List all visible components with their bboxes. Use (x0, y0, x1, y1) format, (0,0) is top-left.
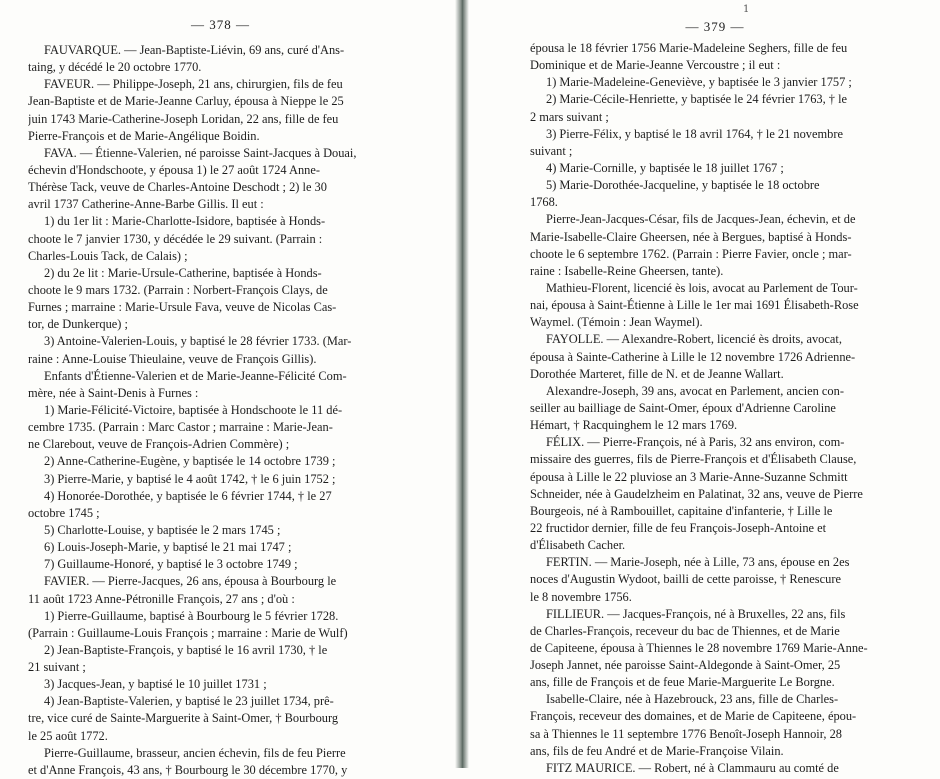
text-line: FITZ MAURICE. — Robert, né à Clammauru au comté de (546, 760, 839, 775)
text-line: 2 mars suivant ; (530, 109, 609, 124)
text-line: François, receveur des domaines, et de Marie de Capiteene, épou- (530, 709, 857, 724)
text-line: suivant ; (530, 143, 573, 158)
text-line: Charles-Louis Tack, de Calais) ; (28, 248, 188, 263)
text-line: Thérèse Tack, veuve de Charles-Antoine Deschodt ; 2) le 30 (28, 180, 327, 195)
text-line: taing, y décédé le 20 octobre 1770. (28, 60, 202, 75)
text-line: FERTIN. — Marie-Joseph, née à Lille, 73 ans, épouse en 2es (546, 555, 850, 570)
text-line: Pierre-Guillaume, brasseur, ancien échevin, fils de feu Pierre (44, 745, 346, 760)
text-line: le 8 novembre 1756. (530, 589, 632, 604)
text-line: ans, fils de feu André et de Marie-Françoise Vilain. (530, 743, 784, 758)
text-line: 3) Jacques-Jean, y baptisé le 10 juillet 1731 ; (44, 677, 267, 692)
text-line: Enfants d'Étienne-Valerien et de Marie-Jeanne-Félicité Com- (44, 368, 347, 383)
text-line: (Parrain : Guillaume-Louis François ; marraine : Marie de Wulf) (28, 625, 348, 640)
text-line: 2) Jean-Baptiste-François, y baptisé le 16 avril 1730, † le (44, 642, 328, 657)
left-page-text (28, 42, 413, 779)
text-line: 1768. (530, 195, 558, 210)
text-line: 4) Honorée-Dorothée, y baptisée le 6 février 1744, † le 27 (44, 488, 332, 503)
text-line: choote le 6 septembre 1762. (Parrain : Pierre Favier, oncle ; mar- (530, 246, 852, 261)
text-line: 2) Anne-Catherine-Eugène, y baptisée le 14 octobre 1739 ; (44, 454, 336, 469)
text-line: 3) Pierre-Félix, y baptisé le 18 avril 1764, † le 21 novembre (546, 126, 843, 141)
text-line: tor, de Dunkerque) ; (28, 317, 128, 332)
text-line: Pierre-Jean-Jacques-César, fils de Jacques-Jean, échevin, et de (546, 212, 856, 227)
text-line: raine : Anne-Louise Thieulaine, veuve de François Gillis). (28, 351, 317, 366)
text-line: Dorothée Marteret, fille de N. et de Jeanne Wallart. (530, 366, 784, 381)
text-line: missaire des guerres, fils de Pierre-François et d'Élisabeth Clause, (530, 452, 857, 467)
text-line: de Charles-François, receveur du bac de Thiennes, et de Marie (530, 623, 840, 638)
text-line: 3) Pierre-Marie, y baptisé le 4 août 1742, † le 6 juin 1752 ; (44, 471, 336, 486)
text-line: 3) Antoine-Valerien-Louis, y baptisé le 28 février 1733. (Mar- (44, 334, 352, 349)
text-line: échevin d'Hondschoote, y épousa 1) le 27 août 1724 Anne- (28, 162, 320, 177)
text-line: seiller au bailliage de Saint-Omer, époux d'Adrienne Caroline (530, 400, 836, 415)
left-page (28, 0, 413, 777)
text-line: sa à Thiennes le 11 septembre 1776 Benoît-Joseph Hannoir, 28 (530, 726, 842, 741)
text-line: Mathieu-Florent, licencié ès lois, avocat au Parlement de Tour- (546, 280, 858, 295)
text-line: FÉLIX. — Pierre-François, né à Paris, 32 ans environ, com- (546, 435, 845, 450)
right-page-text (530, 40, 900, 777)
text-line: Isabelle-Claire, née à Hazebrouck, 23 ans, fille de Charles- (546, 692, 839, 707)
text-line: FAVIER. — Pierre-Jacques, 26 ans, épousa à Bourbourg le (44, 574, 337, 589)
text-line: octobre 1745 ; (28, 505, 100, 520)
text-line: 22 fructidor dernier, fille de feu François-Joseph-Antoine et (530, 520, 827, 535)
text-line: 1) Marie-Madeleine-Geneviève, y baptisée le 3 janvier 1757 ; (546, 75, 852, 90)
text-line: 1) Pierre-Guillaume, baptisé à Bourbourg le 5 février 1728. (44, 608, 339, 623)
text-line: Marie-Isabelle-Claire Gheersen, née à Bergues, baptisé à Honds- (530, 229, 852, 244)
text-line: épousa le 18 février 1756 Marie-Madeleine Seghers, fille de feu (530, 41, 848, 55)
text-line: Hémart, † Racquinghem le 12 mars 1769. (530, 418, 738, 433)
text-line: ans, fille de François et de feue Marie-Marguerite Le Borgne. (530, 675, 835, 690)
right-page-number: — 379 — (685, 19, 745, 34)
text-line: FAYOLLE. — Alexandre-Robert, licencié ès droits, avocat, (546, 332, 842, 347)
text-line: Jean-Baptiste et de Marie-Jeanne Carluy, épousa à Nieppe le 25 (28, 94, 344, 109)
text-line: Waymel. (Témoin : Jean Waymel). (530, 315, 703, 330)
text-line: 11 août 1723 Anne-Pétronille François, 27 ans ; d'où : (28, 591, 295, 606)
text-line: noces d'Augustin Wydoot, bailli de cette paroisse, † Renescure (530, 572, 841, 587)
text-line: 5) Charlotte-Louise, y baptisée le 2 mars 1745 ; (44, 522, 281, 537)
text-line: 2) du 2e lit : Marie-Ursule-Catherine, baptisée à Honds- (44, 265, 322, 280)
text-line: choote le 7 janvier 1730, y décédée le 29 suivant. (Parrain : (28, 231, 323, 246)
text-line: Dominique et de Marie-Jeanne Vercoustre ; il eut : (530, 58, 781, 73)
text-line: juin 1743 Marie-Catherine-Joseph Loridan, 22 ans, fille de feu (28, 111, 339, 126)
text-line: Bourgeois, né à Rambouillet, capitaine d'infanterie, † Lille le (530, 503, 833, 518)
text-line: Pierre-François et de Marie-Angélique Boidin. (28, 128, 260, 143)
text-line: 4) Jean-Baptiste-Valerien, y baptisé le 23 juillet 1734, prê- (44, 694, 334, 709)
text-line: mère, née à Saint-Denis à Furnes : (28, 385, 199, 400)
text-line: choote le 9 mars 1732. (Parrain : Norbert-François Clays, de (28, 282, 328, 297)
text-line: 5) Marie-Dorothée-Jacqueline, y baptisée le 18 octobre (546, 178, 820, 193)
text-line: Furnes ; marraine : Marie-Ursule Fava, veuve de Nicolas Cas- (28, 300, 337, 315)
text-line: 6) Louis-Joseph-Marie, y baptisé le 21 mai 1747 ; (44, 540, 292, 555)
right-page (530, 0, 900, 775)
text-line: ne Clarebout, veuve de François-Adrien Commère) ; (28, 437, 290, 452)
text-line: raine : Isabelle-Reine Gheersen, tante). (530, 263, 724, 278)
text-line: 4) Marie-Cornille, y baptisée le 18 juillet 1767 ; (546, 160, 784, 175)
text-line: Schneider, née à Gaudelzheim en Palatinat, 32 ans, veuve de Pierre (530, 486, 863, 501)
text-line: épousa à Lille le 22 pluviose an 3 Marie-Anne-Suzanne Schmitt (530, 469, 848, 484)
text-line: 7) Guillaume-Honoré, y baptisé le 3 octobre 1749 ; (44, 557, 298, 572)
text-line: FAVEUR. — Philippe-Joseph, 21 ans, chirurgien, fils de feu (44, 77, 343, 92)
text-line: avril 1737 Catherine-Anne-Barbe Gillis. Il eut : (28, 197, 264, 212)
text-line: cembre 1735. (Parrain : Marc Castor ; marraine : Marie-Jean- (28, 420, 333, 435)
text-line: d'Élisabeth Cacher. (530, 538, 626, 553)
text-line: épousa à Sainte-Catherine à Lille le 12 novembre 1726 Adrienne- (530, 349, 856, 364)
left-page-number: — 378 — (191, 17, 250, 32)
book-gutter (455, 0, 469, 768)
text-line: et d'Anne François, 43 ans, † Bourbourg le 30 décembre 1770, y (28, 762, 348, 777)
text-line: 1) Marie-Félicité-Victoire, baptisée à Hondschoote le 11 dé- (44, 402, 343, 417)
text-line: le 25 août 1772. (28, 728, 108, 743)
text-line: Joseph Jannet, née paroisse Saint-Aldegonde à Saint-Omer, 25 (530, 658, 841, 673)
text-line: de Capiteene, épousa à Thiennes le 28 novembre 1769 Marie-Anne- (530, 640, 868, 655)
text-line: FAUVARQUE. — Jean-Baptiste-Liévin, 69 ans, curé d'Ans- (44, 43, 345, 57)
text-line: FILLIEUR. — Jacques-François, né à Bruxelles, 22 ans, fils (546, 606, 846, 621)
text-line: 1) du 1er lit : Marie-Charlotte-Isidore, baptisée à Honds- (44, 214, 326, 229)
text-line: Alexandre-Joseph, 39 ans, avocat en Parlement, ancien con- (546, 383, 844, 398)
text-line: nai, épousa à Saint-Étienne à Lille le 1er mai 1691 Élisabeth-Rose (530, 298, 859, 313)
text-line: 2) Marie-Cécile-Henriette, y baptisée le 24 février 1763, † le (546, 92, 848, 107)
margin-mark: 1 (743, 4, 750, 15)
text-line: 21 suivant ; (28, 660, 86, 675)
text-line: FAVA. — Étienne-Valerien, né paroisse Saint-Jacques à Douai, (44, 145, 357, 160)
text-line: tre, vice curé de Sainte-Marguerite à Saint-Omer, † Bourbourg (28, 711, 339, 726)
